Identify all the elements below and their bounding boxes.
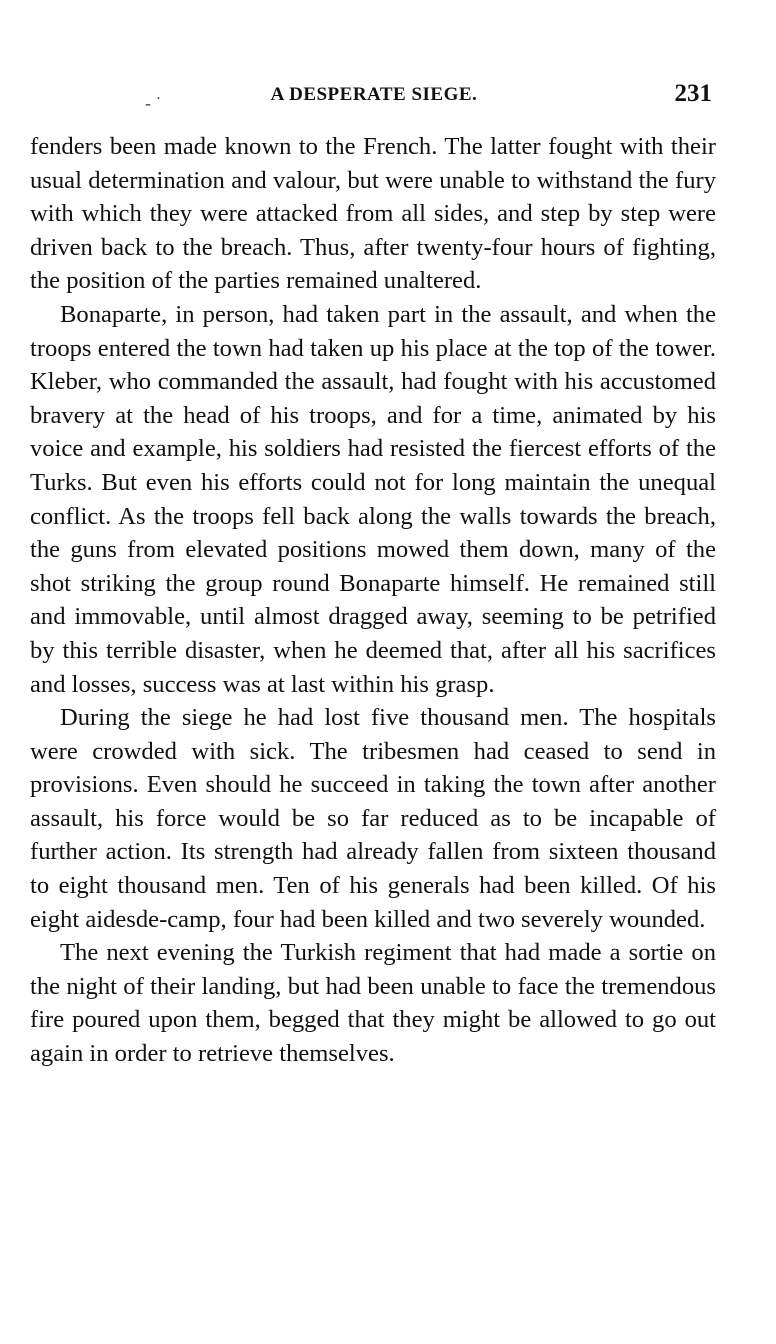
- paragraph-3: During the siege he had lost five thousand men. The hospitals were crowded with sick. The tribesmen had ceased to send in provisions. Even should he succeed in taking the town after another assault, his force would be so far reduced as to be incapable of further action. Its strength had already fallen from sixteen thousand to eight thousand men. Ten of his generals had been killed. Of his eight aidesde-camp, four had been killed and two severely wounded.: [30, 704, 716, 933]
- paragraph-4: The next evening the Turkish regiment that had made a sortie on the night of their landing, but had been unable to face the tremendous fire poured upon them, begged that they might be allowed to go out again in order to retrieve themselves.: [30, 939, 716, 1068]
- chapter-title: A DESPERATE SIEGE.: [270, 84, 478, 105]
- running-header: [30, 80, 718, 112]
- paragraph-2: Bonaparte, in person, had taken part in the assault, and when the troops entered the town had taken up his place at the top of the tower. Kleber, who commanded the assault, had fought with his accustomed bravery at the head of his troops, and for a time, animated by his voice and example, his soldiers had resisted the fiercest efforts of the Turks. But even his efforts could not for long maintain the unequal conflict. As the troops fell back along the walls towards the breach, the guns from elevated positions mowed them down, many of the shot striking the group round Bonaparte himself. He remained still and immovable, until almost dragged away, seeming to be petrified by this terrible disaster, when he deemed that, after all his sacrifices and losses, success was at last within his grasp.: [30, 300, 716, 698]
- page-number: 231: [674, 80, 712, 107]
- stray-ink-marks: - ˙: [145, 93, 162, 113]
- body-text: [30, 130, 716, 1071]
- paragraph-1: fenders been made known to the French. The latter fought with their usual determination and valour, but were unable to withstand the fury with which they were attacked from all sides, and step by step were driven back to the breach. Thus, after twenty-four hours of fighting, the position of the parties remained unaltered.: [30, 133, 716, 295]
